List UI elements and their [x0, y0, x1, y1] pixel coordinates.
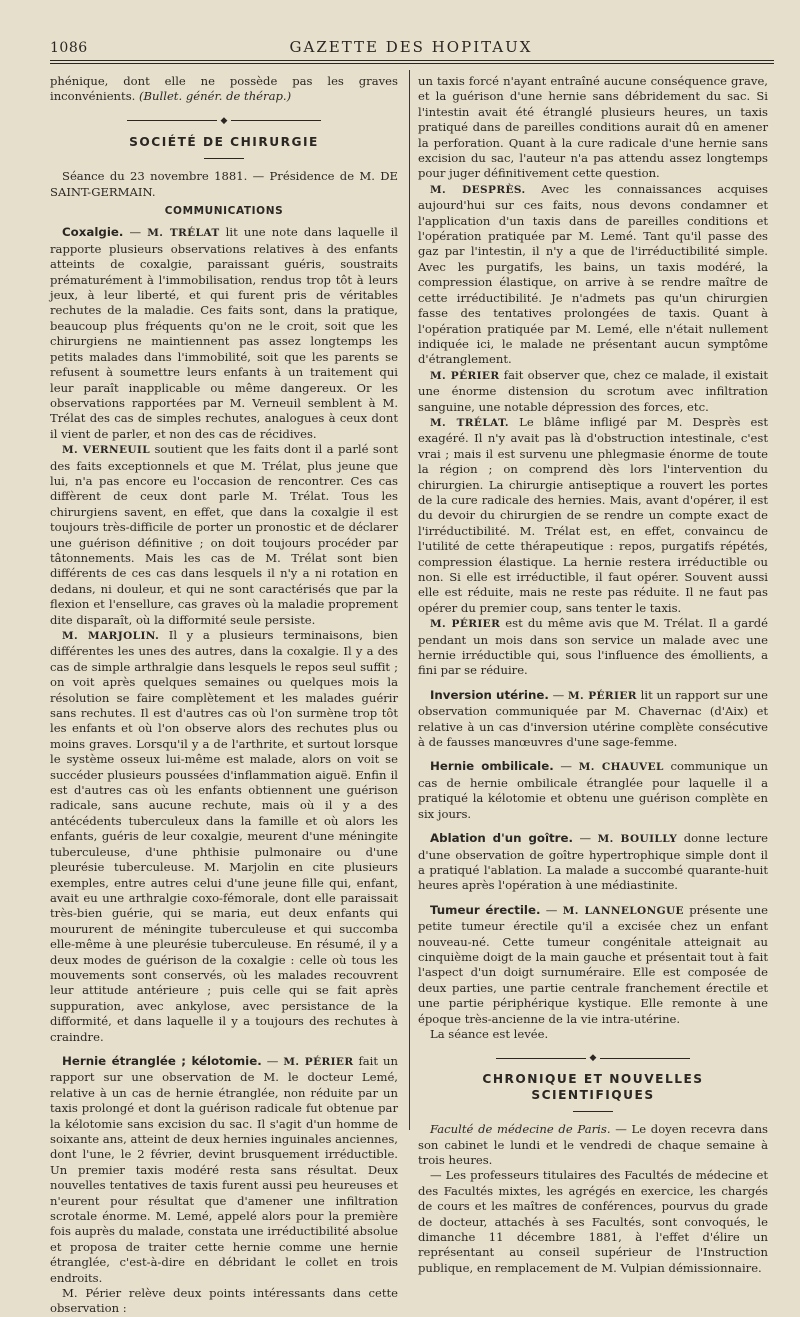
- faculte-paragraph-1: Faculté de médecine de Paris. — Le doyen recevra dans son cabinet le lundi et le vendredi de chaque semaine à trois heures.: [418, 1122, 768, 1167]
- column-separator: [409, 70, 410, 1130]
- society-title: SOCIÉTÉ DE CHIRURGIE: [129, 134, 319, 149]
- session-line: Séance du 23 novembre 1881. — Présidence de M. DE SAINT-GERMAIN.: [50, 169, 398, 199]
- intro-paragraph: phénique, dont elle ne possède pas les graves inconvénients. (Bullet. génér. de thérap.): [50, 74, 398, 104]
- section-ornament-2: ◆: [418, 1054, 768, 1062]
- page-header: [48, 36, 774, 58]
- hernie-etranglee-paragraph: Hernie étranglée ; kélotomie. — M. PÉRIER fait un rapport sur une observation de M. le docteur Lemé, relative à un cas de hernie étranglée, non réduite par un taxis prolongé et dont la guérison radicale fut obtenue par la kélotomie sans excision du sac. Il s'agit d'un homme de soixante ans, atteint de deux hernies inguinales anciennes, dont l'une, le 2 février, devint brusquement irréductible. Un premier taxis modéré resta sans résultat. Deux nouvelles tentatives de taxis furent aussi peu heureuses et n'eurent pour résultat que d'amener une infiltration scrotale énorme. M. Lemé, appelé alors pour la première fois auprès du malade, constata une irréductibilité absolue et proposa de traiter cette hernie comme une hernie étranglée, c'est-à-dire en débridant le collet en trois endroits.: [50, 1053, 398, 1285]
- trelat-paragraph-2: M. TRÉLAT. Le blâme infligé par M. Desprès est exagéré. Il n'y avait pas là d'obstruction intestinale, c'est vrai ; mais il est survenu une phlegmasie énorme de toute la région ; on comprend dès lors l'intervention du chirurgien. La chirurgie antiseptique a rouvert les portes de la cure radicale des hernies. Mais, avant d'opérer, il est du devoir du chirurgien de se rendre un compte exact de l'irréductibilité. M. Trélat est, en effet, convaincu de l'utilité de cette thérapeutique : repos, purgatifs répétés, compression élastique. La hernie restera irréductible ou non. Si elle est irréductible, il faut opérer. Souvent aussi elle est réduite, mais ne reste pas réduite. Il ne faut pas opérer du premier coup, sans tenter le taxis.: [418, 414, 768, 615]
- left-column: [50, 74, 398, 1317]
- goitre-paragraph: Ablation d'un goître. — M. BOUILLY donne lecture d'une observation de goître hypertrophique simple dont il a pratiqué l'ablation. La malade a succombé quarante-huit heures après l'opération à une médiastinite.: [418, 831, 768, 893]
- faculte-paragraph-2: — Les professeurs titulaires des Facultés de médecine et des Facultés mixtes, les agrégés en exercice, les chargés de cours et les maîtres de conférences, pourvus du grade de docteur, attachés à ses Facultés, sont convoqués, le dimanche 11 décembre 1881, à l'effet d'élire un représentant au conseil supérieur de l'Instruction publique, en remplacement de M. Vulpian démissionnaire.: [418, 1168, 768, 1275]
- header-rule: [50, 60, 774, 61]
- perier-paragraph-3: M. PÉRIER est du même avis que M. Trélat. Il a gardé pendant un mois dans son service un malade avec une hernie irréductible qui, sous l'influence des émollients, a fini par se réduire.: [418, 616, 768, 678]
- verneuil-paragraph: M. VERNEUIL soutient que les faits dont il a parlé sont des faits exceptionnels et que M. Trélat, plus jeune que lui, n'a pas encore eu l'occasion de rencontrer. Ces cas diffèrent de ceux dont parle M. Trélat. Tous les chirurgiens savent, en effet, que dans la coxalgie il est toujours très-difficile de porter un pronostic et de déclarer une guérison définitive ; on doit toujours procéder par tâtonnements. Mais les cas de M. Trélat sont bien différents de ces cas dans lesquels il n'y a ni rotation en dedans, ni douleur, et qui ne sont caractérisés que par la flexion et l'ensellure, cas graves où la maladie proprement dite disparaît, où la difformité seule persiste.: [50, 442, 398, 627]
- chronique-rule: [573, 1111, 613, 1112]
- title-rule: [204, 158, 244, 159]
- coxalgie-paragraph: Coxalgie. — M. TRÉLAT lit une note dans laquelle il rapporte plusieurs observations relatives à des enfants atteints de coxalgie, paraissant guéris, soustraits prématurément à l'immobilisation, rendus trop tôt à leurs jeux, à leur liberté, et qui furent pris de véritables rechutes de la maladie. Ces faits sont, dans la pratique, beaucoup plus fréquents qu'on ne le croit, soit que les chirurgiens ne maintiennent pas assez longtemps les petits malades dans l'immobilité, soit que les parents se refusent à soumettre leurs enfants à un traitement qui leur paraît inapplicable ou même dangereux. Or les observations rapportées par M. Verneuil semblent à M. Trélat des cas de simples rechutes, analogues à ceux dont il vient de parler, et non des cas de récidives.: [50, 225, 398, 441]
- marjolin-paragraph: M. MARJOLIN. Il y a plusieurs terminaisons, bien différentes les unes des autres, dans la coxalgie. Il y a des cas de simple arthralgie dans lesquels le repos seul suffit ; on voit après quelques semaines ou quelques mois la résolution se faire complètement et les malades guérir sans rechutes. Il est d'autres cas où l'on surmène trop tôt les enfants et où l'on observe alors des rechutes plus ou moins graves. Lorsqu'il y a de l'arthrite, et surtout lorsque le système osseux lui-même est malade, alors on voit se succéder plusieurs poussées d'inflammation aiguë. Enfin il est d'autres cas où les enfants obtiennent une guérison radicale, sans aucune rechute, mais où il y a des antécédents tuberculeux dans la famille et où alors les enfants, guéris de leur coxalgie, meurent d'une méningite tuberculeuse, d'une phthisie pulmonaire ou d'une pleurésie tuberculeuse. M. Marjolin en cite plusieurs exemples, entre autres celui d'une jeune fille qui, enfant, avait eu une arthralgie coxo-fémorale, dont elle paraissait très-bien guérie, qui se maria, eut deux enfants qui moururent de méningite tuberculeuse et qui succomba elle-même à une pleurésie tuberculeuse. En résumé, il y a deux modes de guérison de la coxalgie : celle où tous les mouvements sont conservés, où les malades recouvrent leur attitude antérieure ; puis celle qui se fait après suppuration, avec ankylose, avec persistance de la difformité, et dans laquelle il y a toujours des rechutes à craindre.: [50, 628, 398, 1044]
- closing-line: La séance est levée.: [430, 1026, 549, 1041]
- chronique-title: CHRONIQUE ET NOUVELLES SCIENTIFIQUES: [482, 1072, 704, 1102]
- header-rule-double: [50, 63, 774, 64]
- communications-title: COMMUNICATIONS: [164, 205, 284, 218]
- hernie-ombilicale-paragraph: Hernie ombilicale. — M. CHAUVEL communique un cas de hernie ombilicale étranglée pour laquelle il a pratiqué la kélotomie et obtenu une guérison complète en six jours.: [418, 759, 768, 821]
- inversion-paragraph: Inversion utérine. — M. PÉRIER lit un rapport sur une observation communiquée par M. Chavernac (d'Aix) et relative à un cas d'inversion utérine complète consécutive à de fausses manœuvres d'une sage-femme.: [418, 687, 768, 750]
- perier-remark: M. Périer relève deux points intéressants dans cette observation :: [50, 1286, 398, 1316]
- right-column: [418, 74, 768, 1276]
- perier-continuation: un taxis forcé n'ayant entraîné aucune conséquence grave, et la guérison d'une hernie sans débridement du sac. Si l'intestin avait été étranglé plusieurs heures, un taxis pratiqué dans de pareilles conditions aurait dû en amener la perforation. Quant à la cure radicale d'une hernie sans excision du sac, l'auteur n'a pas attendu assez longtemps pour juger définitivement cette question.: [418, 74, 768, 181]
- running-title: GAZETTE DES HOPITAUX: [289, 38, 533, 56]
- perier-paragraph-2: M. PÉRIER fait observer que, chez ce malade, il existait une énorme distension du scrotum avec infiltration sanguine, une notable dépression des forces, etc.: [418, 367, 768, 414]
- page-number: 1086: [50, 40, 88, 56]
- despres-paragraph: M. DESPRÈS. Avec les connaissances acquises aujourd'hui sur ces faits, nous devons condamner et l'application d'un taxis dans de pareilles conditions et l'opération pratiquée par M. Lemé. Tant qu'il passe des gaz par l'intestin, il n'y a que de l'irréductibilité simple. Avec les purgatifs, les bains, un taxis modéré, la compression élastique, on arrive à se rendre maître de cette irréductibilité. Je n'admets pas qu'un chirurgien fasse des tentatives prolongées de taxis. Quant à l'opération pratiquée par M. Lemé, elle n'était nullement indiquée ici, le malade ne présentant aucun symptôme d'étranglement.: [418, 181, 768, 367]
- tumeur-paragraph: Tumeur érectile. — M. LANNELONGUE présente une petite tumeur érectile qu'il a excisée chez un enfant nouveau-né. Cette tumeur congénitale atteignait au cinquième doigt de la main gauche et présentait tout à fait l'aspect d'un doigt surnuméraire. Elle est composée de deux parties, une partie centrale franchement érectile et une partie périphérique kystique. Elle remonte à une époque très-ancienne de la vie intra-utérine.: [418, 902, 768, 1026]
- section-ornament: ◆: [50, 117, 398, 125]
